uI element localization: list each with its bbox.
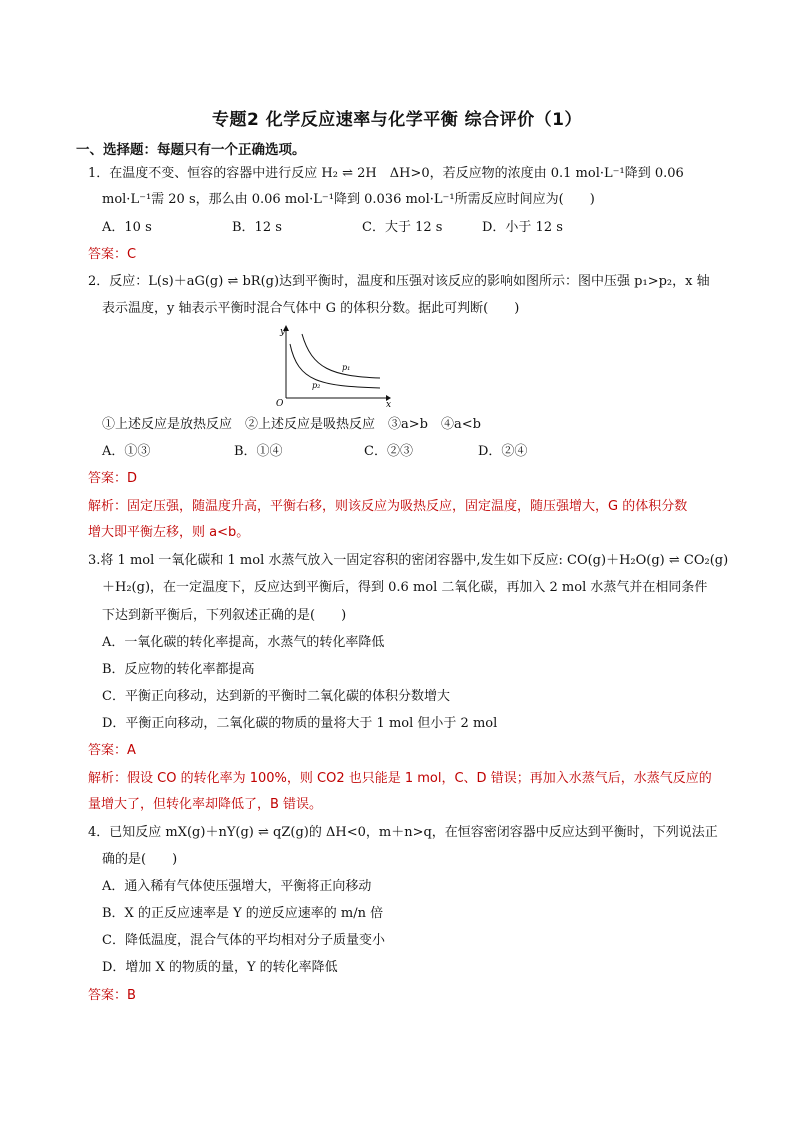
q2-option-a: A．①③ [102,444,151,459]
q4-option-d: D．增加 X 的物质的量，Y 的转化率降低 [102,960,338,975]
origin-label: O [276,399,284,408]
q1-option-a: A．10 s [102,220,152,235]
q2-explanation-line2: 增大即平衡左移，则 a<b。 [88,525,250,540]
q2-statements: ①上述反应是放热反应 ②上述反应是吸热反应 ③a>b ④a<b [102,417,481,432]
section-heading: 一、选择题：每题只有一个正确选项。 [76,142,306,158]
q4-option-c: C．降低温度，混合气体的平均相对分子质量变小 [102,933,385,948]
q2-stem-line2: 表示温度，y 轴表示平衡时混合气体中 G 的体积分数。据此可判断( ) [102,301,520,316]
q1-options [102,220,563,236]
q2-answer: 答案：D [88,471,138,486]
q3-stem-line3: 下达到新平衡后，下列叙述正确的是( ) [102,608,347,623]
q3-explanation-line2: 量增大了，但转化率却降低了，B 错误。 [88,797,323,812]
q4-option-b: B．X 的正反应速率是 Y 的逆反应速率的 m/n 倍 [102,906,384,921]
q2-options [102,444,527,460]
q3-answer: 答案：A [88,743,136,758]
q2-option-b: B．①④ [234,444,283,459]
curve-p1 [302,334,380,378]
y-axis-label: y [280,327,286,337]
q2-option-d: D．②④ [478,444,528,459]
q3-stem-line1: 3.将 1 mol 一氧化碳和 1 mol 水蒸气放入一固定容积的密闭容器中,发生如下反应: CO(g)＋H₂O(g) ⇌ CO₂(g) [88,553,729,568]
q1-answer: 答案：C [88,247,137,262]
curve-p2 [290,344,380,388]
q3-option-d: D．平衡正向移动，二氧化碳的物质的量将大于 1 mol 但小于 2 mol [102,716,498,731]
q4-stem-line2: 确的是( ) [102,852,178,867]
q3-option-a: A．一氧化碳的转化率提高，水蒸气的转化率降低 [102,635,385,650]
curve-p1-label: p₁ [342,363,351,372]
q3-stem-line2: ＋H₂(g)，在一定温度下，反应达到平衡后，得到 0.6 mol 二氧化碳，再加入 2 mol 水蒸气并在相同条件 [102,580,708,595]
curve-p2-label: p₂ [312,381,321,390]
q3-option-b: B．反应物的转化率都提高 [102,662,255,677]
q3-explanation-line1: 解析：假设 CO 的转化率为 100%，则 CO2 也只能是 1 mol，C、D 错误；再加入水蒸气后，水蒸气反应的 [88,771,712,786]
q2-option-c: C．②③ [364,444,413,459]
q4-answer: 答案：B [88,988,136,1003]
q4-option-a: A．通入稀有气体使压强增大，平衡将正向移动 [102,879,372,894]
q1-stem-line2: mol·L⁻¹需 20 s，那么由 0.06 mol·L⁻¹降到 0.036 mol·L⁻¹所需反应时间应为( ) [102,192,595,207]
q1-option-b: B．12 s [232,220,282,235]
page-title: 专题2 化学反应速率与化学平衡 综合评价（1） [212,110,582,130]
q1-stem-line1: 1．在温度不变、恒容的容器中进行反应 H₂ ⇌ 2H ΔH>0，若反应物的浓度由 0.1 mol·L⁻¹降到 0.06 [88,166,684,181]
q3-option-c: C．平衡正向移动，达到新的平衡时二氧化碳的体积分数增大 [102,689,450,704]
q2-explanation-line1: 解析：固定压强，随温度升高，平衡右移，则该反应为吸热反应，固定温度，随压强增大，G 的体积分数 [88,499,688,514]
q1-option-d: D．小于 12 s [482,220,563,235]
q2-stem-line1: 2．反应：L(s)＋aG(g) ⇌ bR(g)达到平衡时，温度和压强对该反应的影响如图所示：图中压强 p₁>p₂，x 轴 [88,274,710,289]
q2-graph [272,324,392,408]
q1-option-c: C．大于 12 s [362,220,443,235]
x-axis-label: x [386,400,392,408]
q4-stem-line1: 4．已知反应 mX(g)＋nY(g) ⇌ qZ(g)的 ΔH<0，m＋n>q，在恒容密闭容器中反应达到平衡时，下列说法正 [88,825,718,840]
